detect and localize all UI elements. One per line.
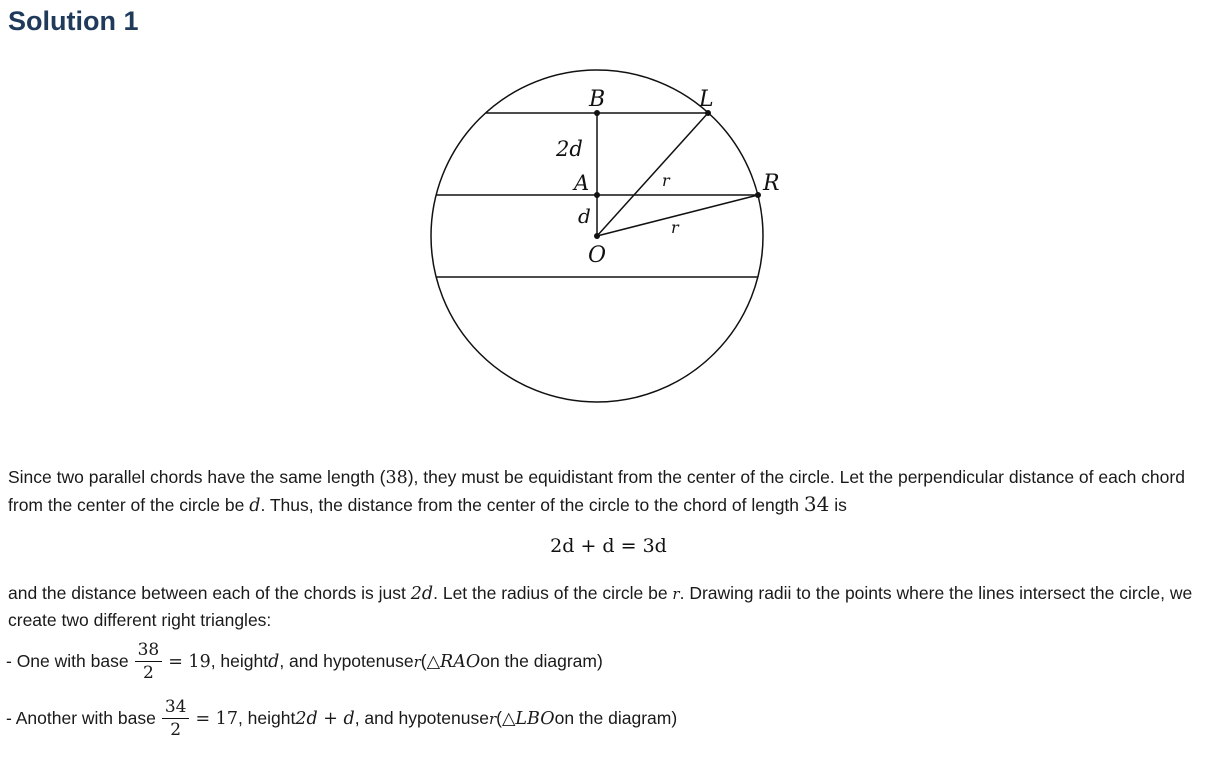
label-o: O <box>588 243 607 268</box>
point-o <box>594 233 600 239</box>
equation-3d: 2d + d = 3d <box>550 535 667 557</box>
fraction-38-over-2: $\frac{38}{2}$ <box>135 640 163 683</box>
point-a <box>594 192 600 198</box>
radius-ol <box>597 113 708 236</box>
label-b: B <box>589 87 606 112</box>
label-radius-2: r <box>671 218 679 237</box>
paragraph-intro: Since two parallel chords have the same length (38), they must be equidistant from the center of the circle. Let the perpendicular distance of each chord from the center of the circle be d. Thus, the distance from the center of the circle to the chord of length 34 is <box>8 467 1185 516</box>
triangle-item-1: - One with base $\frac{38}{2}$ = 19 , height d , and hypotenuse r ( △RAO on the diagram) <box>6 640 603 683</box>
point-r <box>755 192 761 198</box>
label-two-d: 2d <box>556 137 583 161</box>
label-d: d <box>578 204 591 228</box>
triangle-item-2: - Another with base $\frac{34}{2}$ = 17 , height 2d + d , and hypotenuse r ( △LBO on the diagram) <box>6 697 678 740</box>
solution-title: Solution 1 <box>8 6 139 36</box>
paragraph-radius: and the distance between each of the chords is just 2d. Let the radius of the circle be r. Drawing radii to the points where the lines intersect the circle, we create two different right triangles: <box>8 583 1193 630</box>
label-radius-1: r <box>662 171 670 190</box>
fraction-34-over-2: $\frac{34}{2}$ <box>162 697 190 740</box>
label-r-point: R <box>763 171 780 196</box>
label-a: A <box>574 171 590 195</box>
label-l: L <box>699 87 714 112</box>
